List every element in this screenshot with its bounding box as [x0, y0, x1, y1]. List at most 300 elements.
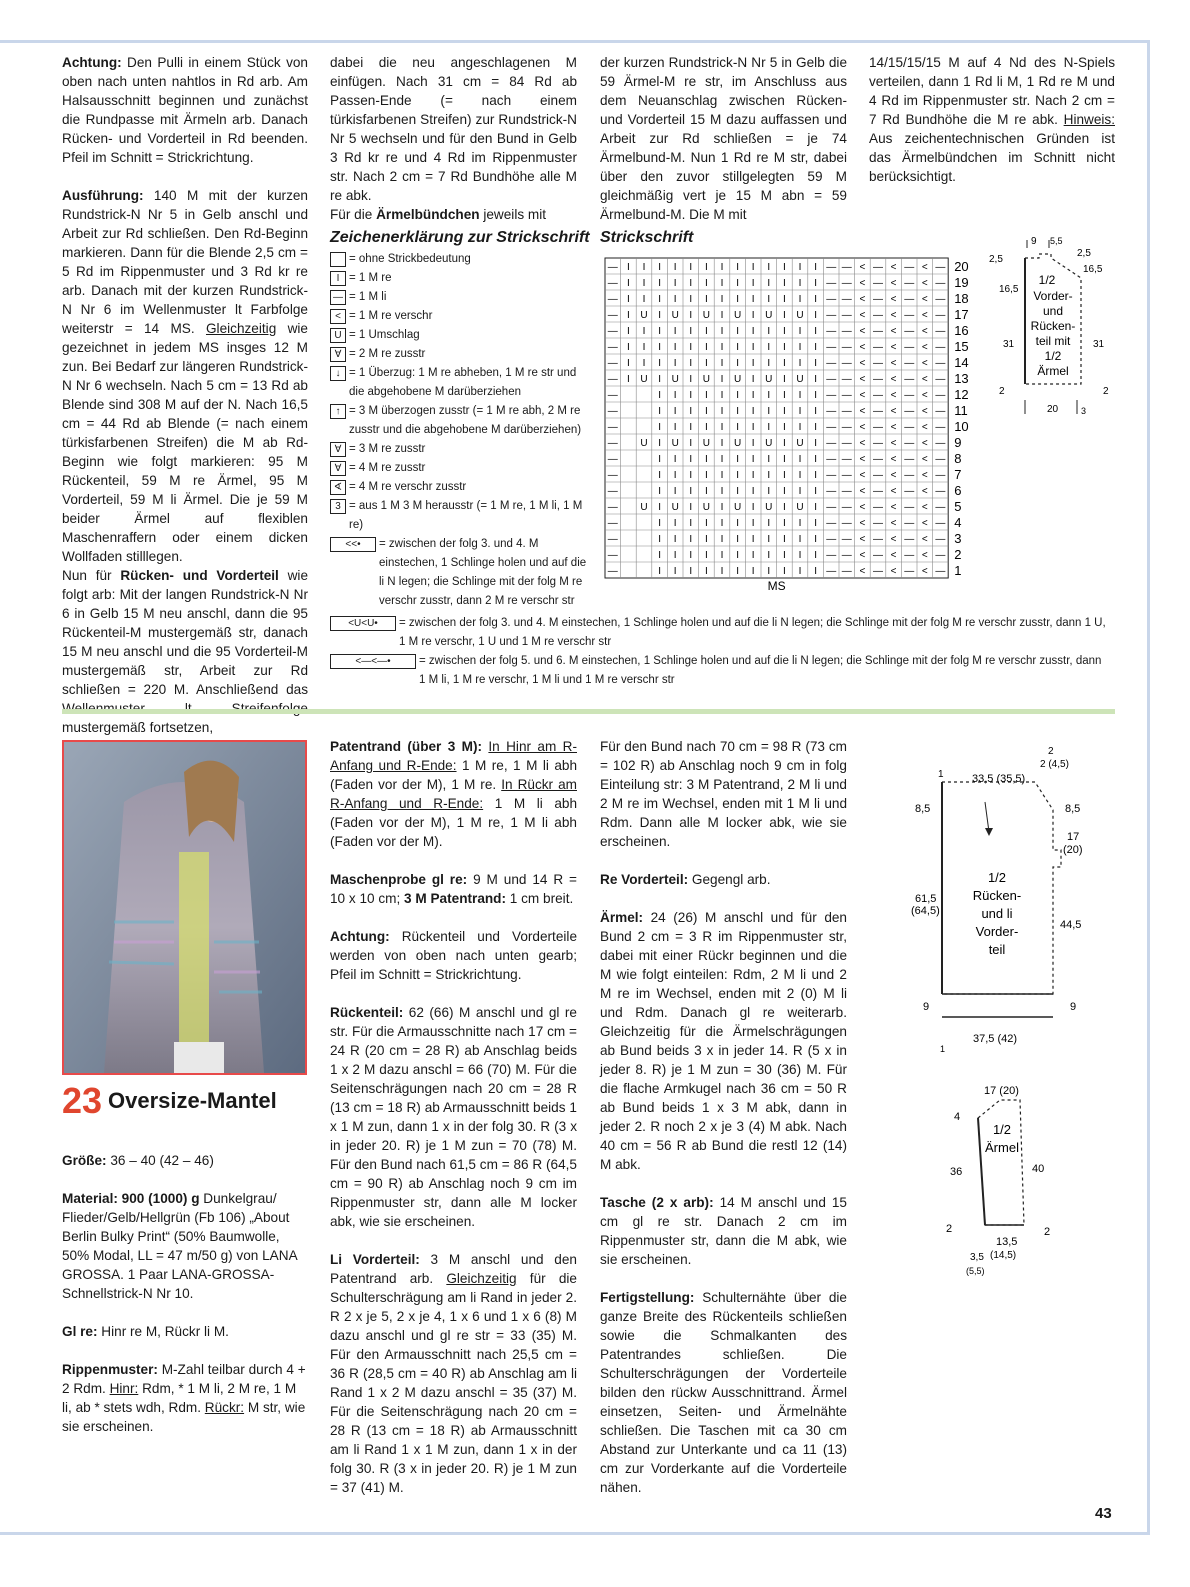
chart-cell-symbol: I: [689, 502, 693, 513]
chart-cell-symbol: <: [921, 486, 928, 497]
chart-cell-symbol: <: [890, 502, 897, 513]
chart-cell-symbol: <: [921, 406, 928, 417]
text-groesse: 36 – 40 (42 – 46): [106, 1153, 214, 1168]
text-hinweis: Hinweis:: [1063, 112, 1115, 127]
chart-cell-symbol: U: [702, 374, 711, 385]
chart-cell-symbol: I: [783, 310, 786, 321]
chart-cell-symbol: I: [705, 326, 708, 337]
chart-cell-symbol: I: [814, 518, 817, 529]
chart-row-label: 9: [954, 435, 962, 450]
chart-cell-symbol: —: [904, 262, 915, 273]
chart-cell-symbol: I: [767, 358, 771, 369]
chart-cell-symbol: I: [798, 342, 802, 353]
text-re-vorderteil: Gegengl arb.: [688, 872, 771, 887]
chart-cell-symbol: —: [841, 310, 852, 321]
chart-cell-symbol: I: [751, 518, 755, 529]
chart-cell-symbol: I: [814, 454, 817, 465]
s3-center-1: 1/2: [992, 1122, 1012, 1137]
chart-cell-symbol: I: [767, 262, 771, 273]
label-li-vorderteil: Li Vorderteil:: [330, 1252, 420, 1267]
chart-row-label: 1: [954, 563, 962, 578]
chart-cell-symbol: —: [873, 486, 883, 497]
column-4-top: [869, 53, 1115, 186]
label-material: Material: 900 (1000) g: [62, 1191, 200, 1206]
chart-cell-symbol: I: [751, 294, 755, 305]
chart-cell-symbol: <: [890, 454, 897, 465]
chart-cell-symbol: —: [826, 502, 837, 513]
chart-cell-symbol: I: [627, 278, 630, 289]
text-tasche: 14 M anschl und 15 cm gl re str. Danach 2 cm im Rippenmuster str, dann die M abk, wie sie erscheinen.: [600, 1195, 847, 1267]
chart-cell-symbol: I: [673, 278, 677, 289]
dim-2-5-left: 2,5: [989, 254, 1003, 265]
text-rippen-a: M-Zahl teilbar durch 4 + 2 Rdm.: [62, 1362, 306, 1396]
chart-cell-symbol: —: [873, 374, 883, 385]
chart-cell-symbol: I: [658, 342, 661, 353]
label-rippenmuster: Rippenmuster:: [62, 1362, 158, 1377]
chart-cell-symbol: —: [607, 422, 618, 433]
chart-cell-symbol: <: [890, 374, 897, 385]
text-fuer-die: Für die: [330, 207, 377, 222]
label-ruecken: Rücken-: [1030, 319, 1076, 333]
text-ruecken-vorderteil: wie folgt arb: Mit der langen Rundstrick-N Nr 6 in Gelb 15 M neu anschl, dann die 95 Rückenteil-M mustergemäß str, danach 15 M neu anschl und die 95 Vorderteil-M mustergemäß str, Arbeit zur Rd schließen = 220 M. Anschließend das mustergemäß fortsetzen,: [62, 568, 308, 735]
chart-cell-symbol: I: [689, 550, 693, 561]
chart-cell-symbol: U: [702, 502, 711, 513]
dim-s2-20: (20): [1063, 844, 1083, 856]
chart-cell-symbol: —: [826, 278, 837, 289]
dim-16-5-right: 16,5: [1083, 264, 1103, 275]
text-achtung-2: Rückenteil und Vorderteile werden von oben nach unten gearb; Pfeil im Schnitt = Strickrichtung.: [330, 929, 577, 982]
chart-cell-symbol: I: [798, 518, 802, 529]
chart-cell-symbol: U: [733, 374, 742, 385]
chart-cell-symbol: —: [935, 342, 946, 353]
legend-row: [330, 307, 590, 326]
chart-cell-symbol: I: [673, 470, 677, 481]
label-fertigstellung: Fertigstellung:: [600, 1290, 695, 1305]
paragraph-bund: Für den Bund nach 70 cm = 98 R (73 cm = 102 R) ab Anschlag noch 9 cm in folg Einteilung str: 3 M Patentrand, 2 M li und 2 M re im Wechsel, enden mit 1 M li und Rdm. Dann alle M locker abk, wie sie erscheinen.: [600, 739, 847, 849]
legend-symbol: ∀: [330, 461, 346, 476]
chart-cell-symbol: —: [841, 566, 852, 577]
chart-cell-symbol: I: [783, 534, 786, 545]
chart-cell-symbol: <: [890, 534, 897, 545]
chart-cell-symbol: I: [767, 518, 771, 529]
chart-cell-symbol: I: [642, 262, 646, 273]
chart-row-label: 10: [954, 419, 969, 434]
chart-cell-symbol: —: [873, 294, 883, 305]
chart-cell-symbol: I: [720, 566, 724, 577]
chart-cell-symbol: —: [841, 502, 852, 513]
dim-3: 3: [1081, 406, 1087, 416]
chart-cell-symbol: —: [873, 518, 883, 529]
column-3-bottom: [600, 737, 847, 1497]
chart-cell-symbol: I: [783, 390, 786, 401]
chart-cell-symbol: I: [798, 566, 802, 577]
chart-cell-symbol: I: [814, 326, 817, 337]
chart-cell-symbol: —: [607, 278, 618, 289]
chart-cell-symbol: <: [890, 566, 897, 577]
chart-cell-symbol: —: [873, 262, 883, 273]
chart-cell-symbol: I: [720, 406, 724, 417]
chart-cell-symbol: I: [751, 502, 755, 513]
chart-cell-symbol: I: [705, 390, 708, 401]
chart-cell-symbol: I: [689, 310, 693, 321]
legend-row: [330, 402, 590, 440]
chart-cell-symbol: —: [873, 390, 883, 401]
chart-cell-symbol: I: [705, 550, 708, 561]
chart-cell-symbol: —: [904, 550, 915, 561]
legend-row: [330, 288, 590, 307]
chart-cell-symbol: <: [921, 566, 928, 577]
text-material: Dunkelgrau/ Flieder/Gelb/Hellgrün (Fb 106) „About Berlin Bulky Print“ (50% Baumwolle, 50% Modal, LL = 47 m/50 g) von LANA GROSSA. 1 Paar LANA-GROSSA-Schnellstrick-N Nr 10.: [62, 1191, 297, 1301]
chart-cell-symbol: <: [859, 518, 866, 529]
chart-cell-symbol: I: [658, 326, 661, 337]
chart-cell-symbol: U: [796, 438, 804, 449]
chart-cell-symbol: —: [841, 278, 852, 289]
dim-s2-2: 2: [1048, 746, 1054, 757]
chart-cell-symbol: <: [890, 550, 897, 561]
text-livorder-gleichzeitig: Gleichzeitig: [446, 1271, 517, 1286]
chart-cell-symbol: I: [673, 406, 677, 417]
chart-cell-symbol: —: [873, 310, 883, 321]
column-1: [62, 53, 308, 737]
chart-cell-symbol: I: [751, 262, 755, 273]
pattern-number: 23: [62, 1080, 103, 1121]
chart-cell-symbol: I: [783, 454, 786, 465]
chart-cell-symbol: —: [935, 326, 946, 337]
chart-row-label: 18: [954, 291, 969, 306]
chart-cell-symbol: <: [890, 310, 897, 321]
legend-row: [330, 497, 590, 535]
chart-cell-symbol: —: [873, 438, 883, 449]
pattern-title: Oversize-Mantel: [108, 1088, 277, 1113]
chart-cell-symbol: —: [904, 358, 915, 369]
chart-cell-symbol: I: [658, 262, 661, 273]
chart-cell-symbol: I: [736, 470, 739, 481]
chart-cell-symbol: U: [640, 438, 648, 449]
chart-cell-symbol: —: [935, 358, 946, 369]
text-rippen-c: M str, wie sie erscheinen.: [62, 1400, 306, 1434]
chart-cell-symbol: <: [859, 262, 866, 273]
chart-cell-symbol: I: [798, 550, 802, 561]
chart-cell-symbol: I: [736, 326, 739, 337]
chart-cell-symbol: I: [751, 278, 755, 289]
chart-cell-symbol: I: [658, 294, 661, 305]
chart-cell-symbol: I: [736, 278, 739, 289]
legend-symbol: ↑: [330, 404, 346, 419]
chart-cell-symbol: I: [814, 470, 817, 481]
chart-cell-symbol: —: [826, 262, 837, 273]
chart-cell-symbol: —: [607, 566, 618, 577]
chart-cell-symbol: <: [921, 502, 928, 513]
chart-cell-symbol: U: [640, 310, 648, 321]
page-frame-bottom: [0, 1532, 1150, 1535]
chart-cell-symbol: I: [736, 486, 739, 497]
knitting-chart-svg: [603, 256, 983, 592]
chart-cell-symbol: —: [841, 358, 852, 369]
dim-s2-85-left: 8,5: [915, 803, 931, 815]
label-ausfuehrung: Ausführung:: [62, 188, 144, 203]
s3-center-2: Ärmel: [985, 1140, 1019, 1155]
chart-cell-symbol: —: [904, 518, 915, 529]
chart-cell-symbol: I: [783, 358, 786, 369]
chart-cell-symbol: I: [798, 262, 802, 273]
legend-text: = ohne Strickbedeutung: [349, 253, 471, 265]
chart-cell-symbol: —: [841, 470, 852, 481]
chart-cell-symbol: I: [658, 566, 661, 577]
chart-cell-symbol: I: [673, 550, 677, 561]
chart-cell-symbol: I: [720, 390, 724, 401]
chart-cell-symbol: —: [841, 406, 852, 417]
dim-s3-135: 13,5: [996, 1236, 1018, 1248]
dim-s2-width-bottom: 37,5 (42): [973, 1033, 1018, 1045]
chart-cell-symbol: I: [751, 326, 755, 337]
chart-cell-symbol: I: [627, 358, 630, 369]
chart-cell-symbol: —: [935, 310, 946, 321]
chart-cell-symbol: I: [798, 454, 802, 465]
chart-cell-symbol: —: [607, 390, 618, 401]
chart-cell-symbol: I: [720, 470, 724, 481]
paragraph-aermelbuendchen: [330, 205, 577, 224]
chart-cell-symbol: —: [935, 422, 946, 433]
chart-cell-symbol: I: [689, 326, 693, 337]
chart-cell-symbol: —: [935, 566, 946, 577]
chart-cell-symbol: U: [796, 374, 804, 385]
photo-illustration: [64, 742, 305, 1073]
paragraph-re-vorderteil: [600, 870, 847, 889]
chart-cell-symbol: I: [767, 454, 771, 465]
text-livorder-a: 3 M anschl und den Patentrand arb.: [330, 1252, 577, 1286]
chart-cell-symbol: —: [607, 454, 618, 465]
chart-cell-symbol: —: [935, 534, 946, 545]
chart-cell-symbol: I: [720, 358, 724, 369]
chart-cell-symbol: I: [814, 358, 817, 369]
dim-s2-17: 17: [1067, 831, 1080, 843]
chart-cell-symbol: I: [751, 454, 755, 465]
chart-cell-symbol: I: [658, 438, 661, 449]
chart-cell-symbol: I: [814, 486, 817, 497]
column-2-bottom: [330, 737, 577, 1497]
schematic-3-edge: [978, 1118, 985, 1225]
s2-center-2: Rücken-: [972, 888, 1022, 903]
text-aermel: 24 (26) M anschl und für den Bund 2 cm = 3 R im Rippenmuster str, dabei mit einer Rückr beginnen und die M wie folgt einteilen: Rdm, 2 M li und 2 M re im Wechsel, enden mit 2 (0) M li und Rdm. Danach gl re weiterarb. Gleichzeitig für die Ärmelschrägungen ab Bund beids 3 x in jeder 14. R (5 x in jeder 8. R) je 1 M zun = 30 (36) M. Für die flache Armkugel nach 36 cm = 50 R ab Bund beids 1 x 3 M abk, dann in jeder 2. R noch 2 x je 3 (4) M abk. Nach 40 cm = 56 R ab Bund die restl 12 (14) M abk.: [600, 910, 847, 1172]
text-achtung: Den Pulli in einem Stück von oben nach unten nahtlos in Rd arb. Am Halsausschnitt beginnen und zunächst die Rundpasse mit Ärmeln arb. Danach Rücken- und Vorderteil in Rd beenden. Pfeil im Schnitt = Strickrichtung.: [62, 55, 308, 165]
text-gleichzeitig: Gleichzeitig: [205, 321, 277, 336]
text-maschen-b: 1 cm breit.: [506, 891, 574, 906]
chart-cell-symbol: I: [720, 534, 724, 545]
chart-cell-symbol: I: [627, 294, 630, 305]
dim-s2-445: 44,5: [1060, 919, 1082, 931]
chart-cell-symbol: I: [736, 534, 739, 545]
dim-s2-2-45: 2 (4,5): [1040, 759, 1069, 770]
chart-row-label: 17: [954, 307, 969, 322]
legend-text: = 4 M re zusstr: [349, 462, 426, 474]
chart-cell-symbol: I: [689, 374, 693, 385]
chart-cell-symbol: I: [736, 550, 739, 561]
chart-cell-symbol: <: [859, 326, 866, 337]
chart-row-label: 16: [954, 323, 969, 338]
chart-row-label: 3: [954, 531, 962, 546]
text-col4-a: 14/15/15/15 M auf 4 Nd des N-Spiels verteilen, dann 1 Rd li M, 1 Rd re M und 4 Rd im Rippenmuster str. Nach 2 cm = 7 Rd Bundhöhe die M re abk.: [869, 55, 1115, 127]
legend-row: [330, 440, 590, 459]
chart-cell-symbol: <: [859, 534, 866, 545]
chart-cell-symbol: U: [796, 502, 804, 513]
chart-cell-symbol: <: [921, 374, 928, 385]
chart-cell-symbol: I: [627, 326, 630, 337]
legend-symbol: I: [330, 271, 346, 286]
chart-cell-symbol: I: [705, 294, 708, 305]
chart-cell-symbol: I: [736, 518, 739, 529]
legend-symbol: ∀: [330, 347, 346, 362]
chart-cell-symbol: I: [814, 422, 817, 433]
chart-row-label: 8: [954, 451, 962, 466]
chart-cell-symbol: I: [705, 278, 708, 289]
chart-cell-symbol: I: [767, 390, 771, 401]
chart-cell-symbol: I: [736, 422, 739, 433]
paragraph-achtung: [62, 53, 308, 167]
paragraph-rippenmuster: [62, 1360, 308, 1436]
chart-cell-symbol: I: [627, 342, 630, 353]
s2-center-4: Vorder-: [975, 924, 1019, 939]
paragraph-patentrand: [330, 737, 577, 851]
chart-cell-symbol: <: [859, 566, 866, 577]
chart-cell-symbol: —: [841, 390, 852, 401]
label-half: 1/2: [1038, 273, 1056, 287]
page-number: 43: [1095, 1505, 1112, 1522]
chart-cell-symbol: I: [642, 326, 646, 337]
legend-text: = 1 Umschlag: [349, 329, 420, 341]
chart-cell-symbol: I: [642, 358, 646, 369]
paragraph-col3-top: der kurzen Rundstrick-N Nr 5 in Gelb die 59 Ärmel-M re str, im Anschluss aus dem Neuanschlag zwischen Rücken- und Vorderteil 15 M dazu auffassen und Arbeit zur Rd schließen = je 74 Ärmelbund-M. Nun 1 Rd re M str, dabei über den zuvor stillgelegten 59 M gleichmäßig vert je 15 M abn = 59 Ärmelbund-M. Die M mit: [600, 55, 847, 222]
chart-cell-symbol: I: [689, 390, 693, 401]
chart-cell-symbol: —: [841, 374, 852, 385]
label-maschenprobe: Maschenprobe gl re:: [330, 872, 468, 887]
chart-cell-symbol: I: [736, 566, 739, 577]
chart-cell-symbol: I: [751, 566, 755, 577]
dim-s2-615: 61,5: [915, 893, 937, 905]
chart-cell-symbol: I: [783, 422, 786, 433]
chart-cell-symbol: U: [796, 310, 804, 321]
dim-20: 20: [1047, 404, 1059, 415]
direction-arrow: [985, 802, 989, 832]
text-patent-b: 1 M li abh (Faden vor der M), 1 M re, 1 M li abh (Faden vor der M).: [330, 796, 578, 849]
chart-cell-symbol: I: [658, 422, 661, 433]
chart-cell-symbol: I: [783, 294, 786, 305]
text-patent-u2: In Rückr am R-Anfang und R-Ende:: [330, 777, 577, 811]
chart-cell-symbol: <: [859, 406, 866, 417]
schematic-3-outline: [978, 1100, 1024, 1225]
chart-cell-symbol: I: [814, 262, 817, 273]
chart-cell-symbol: I: [689, 342, 693, 353]
chart-cell-symbol: I: [767, 550, 771, 561]
column-1-bottom: [62, 1151, 308, 1455]
chart-cell-symbol: I: [720, 486, 724, 497]
chart-cell-symbol: I: [720, 374, 724, 385]
dim-s2-1: 1: [938, 769, 944, 780]
paragraph-li-vorderteil: [330, 1250, 577, 1497]
chart-cell-symbol: <: [859, 358, 866, 369]
chart-cell-symbol: <: [890, 358, 897, 369]
chart-title: Strickschrift: [600, 229, 694, 246]
chart-cell-symbol: I: [798, 294, 802, 305]
text-livorder-b: für die Schulterschrägung am li Rand in jeder 2. R 2 x je 5, 2 x je 4, 1 x 6 und 1 x 6 (8) M dazu anschl und gl re str = 33 (35) M. Für den Armausschnitt nach 25,5 cm = 36 R (28,5 cm = 40 R) ab Anschlag am li Rand 1 x 2 M dazu anschl = 35 (37) M. Für die Seitenschrägung nach 20 cm = 28 R (13 cm = 18 R) ab Armausschnitt am li Rand 1 x 1 M zun, dann 1 x in der folg 30. R (3 x in jeder 20. R) je 1 M zun = 37 (41) M.: [330, 1271, 577, 1495]
chart-cell-symbol: I: [658, 390, 661, 401]
dim-31-right: 31: [1093, 339, 1105, 350]
dim-s3-55: (5,5): [966, 1266, 985, 1276]
paragraph-rueckenteil: [330, 1003, 577, 1231]
chart-cell-symbol: —: [826, 390, 837, 401]
text-jeweils-mit: jeweils mit: [479, 207, 547, 222]
chart-cell-symbol: I: [814, 406, 817, 417]
chart-cell-symbol: —: [841, 438, 852, 449]
chart-cell-symbol: —: [935, 518, 946, 529]
dim-31-left: 31: [1003, 339, 1015, 350]
chart-cell-symbol: —: [904, 534, 915, 545]
dim-s3-2-left: 2: [946, 1223, 953, 1235]
chart-cell-symbol: I: [767, 470, 771, 481]
chart-cell-symbol: I: [798, 278, 802, 289]
chart-cell-symbol: —: [935, 438, 946, 449]
label-und: und: [1042, 304, 1064, 318]
chart-cell-symbol: I: [689, 294, 693, 305]
chart-cell-symbol: I: [751, 438, 755, 449]
chart-cell-symbol: <: [921, 326, 928, 337]
chart-cell-symbol: <: [890, 406, 897, 417]
chart-cell-symbol: —: [826, 550, 837, 561]
chart-cell-symbol: I: [736, 390, 739, 401]
chart-cell-symbol: I: [689, 262, 693, 273]
chart-cell-symbol: U: [671, 438, 679, 449]
legend-row: [330, 478, 590, 497]
chart-cell-symbol: U: [765, 374, 773, 385]
legend-row: [330, 535, 590, 611]
chart-cell-symbol: <: [921, 294, 928, 305]
chart-cell-symbol: I: [658, 454, 661, 465]
chart-ms-label: MS: [767, 579, 786, 592]
text-maschen-a: 9 M und 14 R = 10 x 10 cm;: [330, 872, 577, 906]
chart-cell-symbol: I: [673, 358, 677, 369]
chart-cell-symbol: <: [921, 390, 928, 401]
chart-cell-symbol: I: [814, 278, 817, 289]
chart-cell-symbol: I: [658, 518, 661, 529]
chart-cell-symbol: I: [783, 278, 786, 289]
chart-cell-symbol: —: [841, 422, 852, 433]
chart-cell-symbol: —: [935, 278, 946, 289]
chart-cell-symbol: —: [607, 502, 618, 513]
chart-cell-symbol: I: [814, 390, 817, 401]
label-achtung: Achtung:: [62, 55, 122, 70]
label-tasche: Tasche (2 x arb):: [600, 1195, 714, 1210]
chart-cell-symbol: I: [767, 534, 771, 545]
legend-text: = 1 M li: [349, 291, 387, 303]
paragraph-col2-top: dabei die neu angeschlagenen M einfügen. Nach 31 cm = 84 Rd ab Passen-Ende (= nach einem türkisfarbenen Streifen) zur Rundstrick-N Nr 5 wechseln und für den Bund in Gelb 3 Rd kr re und 4 Rd im Rippenmuster str. Nach 2 cm = 7 Rd Bundhöhe alle M re abk.: [330, 55, 577, 203]
chart-cell-symbol: —: [873, 278, 883, 289]
chart-cell-symbol: I: [658, 374, 661, 385]
chart-cell-symbol: I: [751, 374, 755, 385]
dim-2-left: 2: [999, 386, 1005, 397]
page-frame-top: [0, 40, 1150, 43]
chart-cell-symbol: —: [873, 406, 883, 417]
legend-row: [330, 250, 590, 269]
chart-cell-symbol: I: [767, 486, 771, 497]
label-aermel-text: Ärmel:: [600, 910, 644, 925]
paragraph-tasche: [600, 1193, 847, 1269]
chart-cell-symbol: <: [859, 278, 866, 289]
chart-cell-symbol: U: [733, 438, 742, 449]
chart-cell-symbol: <: [859, 294, 866, 305]
chart-cell-symbol: I: [705, 358, 708, 369]
legend-row: [330, 269, 590, 288]
paragraph-glre: [62, 1322, 308, 1341]
legend-text: = 1 Überzug: 1 M re abheben, 1 M re str und die abgehobene M darüberziehen: [349, 367, 577, 398]
